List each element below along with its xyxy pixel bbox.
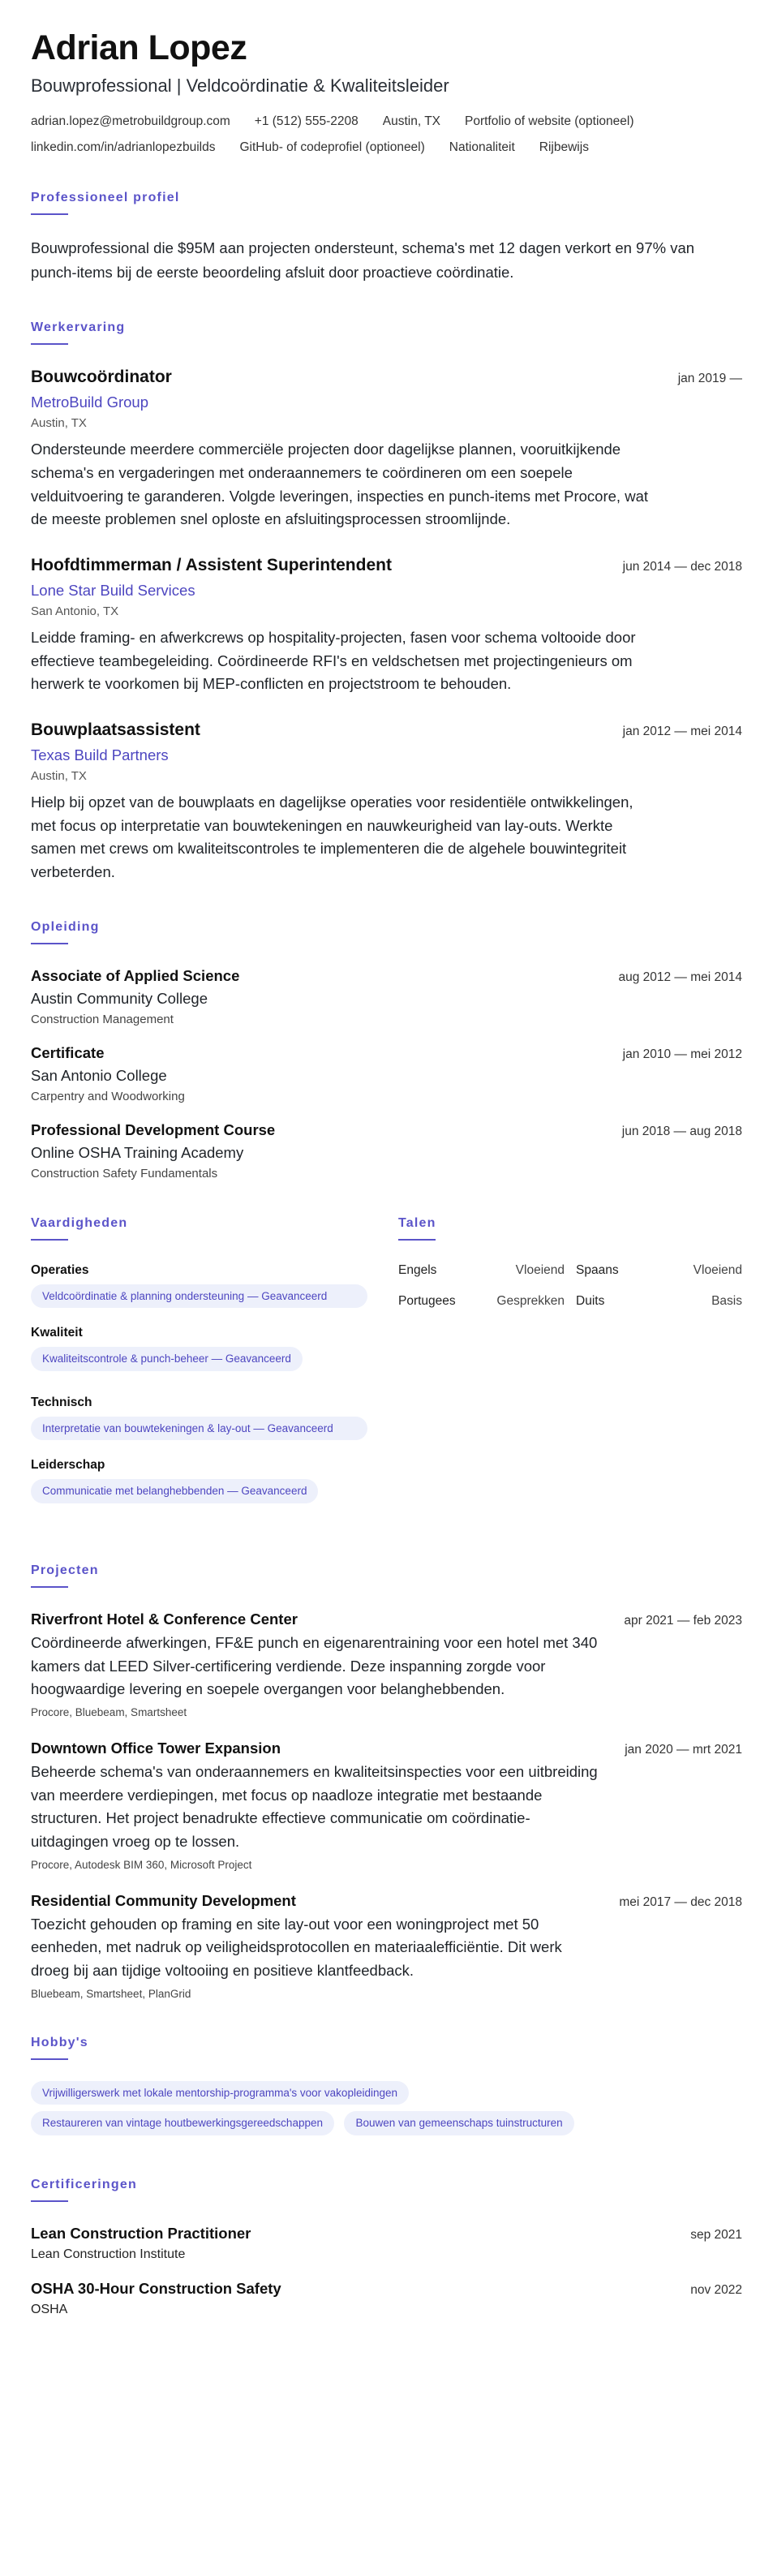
- section-title-education: Opleiding: [31, 919, 100, 934]
- section-hobbies: [31, 2036, 742, 2142]
- certification-name: Lean Construction Practitioner: [31, 2224, 251, 2242]
- section-title-projects: Projecten: [31, 1563, 99, 1577]
- profile-summary: Bouwprofessional die $95M aan projecten ondersteunt, schema's met 12 dagen verkort en 97% van punch-items bij de eerste beoordeling afsluit door proactieve coördinatie.: [31, 239, 695, 282]
- section-projects: [31, 1563, 742, 2000]
- contact-email[interactable]: adrian.lopez@metrobuildgroup.com: [31, 114, 230, 129]
- language-name: Portugees: [398, 1293, 456, 1308]
- skill-chip: Interpretatie van bouwtekeningen & lay-out — Geavanceerd: [31, 1417, 367, 1441]
- job-dates: jun 2014 — dec 2018: [622, 559, 742, 574]
- skills-list: [31, 1263, 367, 1510]
- job-title: Bouwplaatsassistent: [31, 720, 200, 739]
- project-dates: apr 2021 — feb 2023: [624, 1613, 742, 1628]
- language-level: Vloeiend: [693, 1262, 742, 1277]
- job-location: San Antonio, TX: [31, 604, 119, 618]
- contact-portfolio[interactable]: Portfolio of website (optioneel): [465, 114, 634, 129]
- job-title: Bouwcoördinator: [31, 368, 172, 387]
- education-entry: [31, 1044, 742, 1103]
- job-dates: jan 2019 —: [677, 372, 742, 386]
- hobby-chip: Bouwen van gemeenschaps tuinstructuren: [344, 2111, 573, 2135]
- certification-date: nov 2022: [690, 2282, 742, 2297]
- section-divider: [31, 943, 68, 944]
- job-company: MetroBuild Group: [31, 393, 148, 411]
- project-description: Toezicht gehouden op framing en site lay-out voor een woningproject met 50 eenheden, met nadruk op veiligheidsprotocollen en materiaalefficiëntie. Dit werk droeg bij aan tijdige voltooiing en positieve klantfeedback.: [31, 1915, 562, 1979]
- section-skills: [31, 1216, 367, 1528]
- experience-list: [31, 368, 742, 884]
- education-dates: jun 2018 — aug 2018: [621, 1124, 742, 1138]
- section-title-skills: Vaardigheden: [31, 1215, 128, 1230]
- section-title-experience: Werkervaring: [31, 320, 126, 335]
- skill-group-name: Operaties: [31, 1262, 89, 1277]
- section-divider: [31, 2058, 68, 2060]
- education-field: Carpentry and Woodworking: [31, 1089, 185, 1103]
- job-company: Lone Star Build Services: [31, 581, 195, 599]
- language-name: Engels: [398, 1262, 437, 1277]
- education-degree: Associate of Applied Science: [31, 966, 240, 984]
- projects-list: [31, 1611, 742, 2000]
- skill-group: [31, 1263, 367, 1309]
- language-level: Vloeiend: [515, 1262, 565, 1277]
- hobbies-list: [31, 2081, 742, 2142]
- education-dates: jan 2010 — mei 2012: [622, 1047, 742, 1061]
- job-location: Austin, TX: [31, 416, 87, 431]
- project-entry: [31, 1611, 742, 1718]
- project-description: Coördineerde afwerkingen, FF&E punch en eigenarentraining voor een hotel met 340 kamers dat LEED Silver-certificering verdiende. Deze inspanning zorgde voor hoogwaardige levering en soepele overgangen voor belanghebbenden.: [31, 1633, 598, 1698]
- certification-entry: [31, 2225, 742, 2262]
- skill-chip: Veldcoördinatie & planning ondersteuning — Geavanceerd: [31, 1284, 367, 1309]
- section-divider: [31, 2200, 68, 2202]
- section-education: [31, 920, 742, 1180]
- job-location: Austin, TX: [31, 768, 87, 783]
- language-item: [576, 1294, 742, 1309]
- project-description: Beheerde schema's van onderaannemers en kwaliteitsinspecties voor een uitbreiding van meerdere verdiepingen, met focus op naadloze integratie met bestaande structuren. Het project benadrukte effectieve communicatie om coördinatie-uitdagingen vroeg op te lossen.: [31, 1762, 598, 1850]
- section-profile: [31, 191, 742, 285]
- contact-location: Austin, TX: [382, 114, 440, 129]
- project-name: Downtown Office Tower Expansion: [31, 1739, 281, 1757]
- project-tools: Procore, Bluebeam, Smartsheet: [31, 1705, 187, 1718]
- section-divider: [31, 1239, 68, 1241]
- project-entry: [31, 1740, 742, 1871]
- job-entry: [31, 368, 742, 531]
- job-description: Leidde framing- en afwerkcrews op hospitality-projecten, fasen voor schema voltooide door effectieve teambegeleiding. Coördineerde RFI's en veldschetsen met projectingenieurs om herwerk te voorkomen bij MEP-conflicten en projectstroom te behouden.: [31, 628, 636, 693]
- education-degree: Certificate: [31, 1043, 105, 1061]
- language-item: [398, 1263, 565, 1278]
- project-name: Riverfront Hotel & Conference Center: [31, 1610, 298, 1628]
- job-company: Texas Build Partners: [31, 746, 169, 763]
- project-tools: Procore, Autodesk BIM 360, Microsoft Project: [31, 1858, 252, 1871]
- contact-list: [31, 114, 742, 155]
- contact-drivers-license: Rijbewijs: [539, 140, 589, 155]
- section-title-certifications: Certificeringen: [31, 2177, 137, 2191]
- section-title-languages: Talen: [398, 1215, 436, 1230]
- project-tools: Bluebeam, Smartsheet, PlanGrid: [31, 1987, 191, 2000]
- contact-phone[interactable]: +1 (512) 555-2208: [254, 114, 359, 129]
- education-entry: [31, 1121, 742, 1180]
- certification-name: OSHA 30-Hour Construction Safety: [31, 2279, 281, 2297]
- candidate-headline: Bouwprofessional | Veldcoördinatie & Kwaliteitsleider: [31, 75, 449, 97]
- skill-chip: Communicatie met belanghebbenden — Geavanceerd: [31, 1479, 318, 1503]
- project-name: Residential Community Development: [31, 1891, 296, 1909]
- education-field: Construction Management: [31, 1012, 174, 1026]
- job-title: Hoofdtimmerman / Assistent Superintendent: [31, 555, 392, 574]
- skill-group: [31, 1458, 367, 1510]
- language-level: Basis: [711, 1293, 742, 1308]
- education-degree: Professional Development Course: [31, 1120, 276, 1138]
- project-entry: [31, 1892, 742, 2000]
- skill-group-name: Kwaliteit: [31, 1326, 83, 1340]
- project-dates: mei 2017 — dec 2018: [619, 1894, 742, 1909]
- language-name: Spaans: [576, 1262, 619, 1277]
- candidate-name: Adrian Lopez: [31, 28, 247, 67]
- section-experience: [31, 320, 742, 884]
- certifications-list: [31, 2225, 742, 2317]
- languages-grid: [398, 1263, 742, 1309]
- skill-chip: Kwaliteitscontrole & punch-beheer — Geavanceerd: [31, 1347, 303, 1371]
- job-description: Ondersteunde meerdere commerciële projecten door dagelijkse plannen, vooruitkijkende schema's en vergaderingen met onderaannemers te coördineren om een soepele velduitvoering te garanderen. Volgde leveringen, inspecties en punch-items met Procore, wat de meeste problemen snel oploste en afsluitingsprocessen stroomlijnde.: [31, 441, 648, 528]
- hobby-chip: Vrijwilligerswerk met lokale mentorship-programma's voor vakopleidingen: [31, 2081, 409, 2105]
- language-level: Gesprekken: [496, 1293, 565, 1308]
- skill-group-name: Technisch: [31, 1395, 92, 1409]
- language-item: [398, 1294, 565, 1309]
- job-entry: [31, 556, 742, 696]
- education-school: Austin Community College: [31, 989, 208, 1007]
- section-title-hobbies: Hobby's: [31, 2035, 88, 2049]
- section-divider: [31, 343, 68, 345]
- job-description: Hielp bij opzet van de bouwplaats en dagelijkse operaties voor residentiële ontwikkelingen, met focus op interpretatie van bouwtekeningen en nauwkeurigheid van lay-outs. Werkte samen met crews om kwaliteitscontroles te implementeren die de algehele bouwintegriteit verbeterden.: [31, 793, 633, 880]
- contact-linkedin[interactable]: linkedin.com/in/adrianlopezbuilds: [31, 140, 216, 155]
- skill-group: [31, 1326, 367, 1378]
- section-languages: [398, 1216, 742, 1528]
- project-dates: jan 2020 — mrt 2021: [625, 1742, 742, 1757]
- education-entry: [31, 967, 742, 1026]
- section-divider: [31, 1586, 68, 1588]
- skills-languages-row: [31, 1216, 742, 1528]
- education-dates: aug 2012 — mei 2014: [618, 970, 742, 984]
- certification-entry: [31, 2280, 742, 2317]
- education-school: Online OSHA Training Academy: [31, 1143, 244, 1161]
- job-entry: [31, 720, 742, 884]
- education-school: San Antonio College: [31, 1066, 167, 1084]
- contact-github[interactable]: GitHub- of codeprofiel (optioneel): [239, 140, 425, 155]
- contact-nationality: Nationaliteit: [449, 140, 515, 155]
- section-divider: [398, 1239, 436, 1241]
- section-title-profile: Professioneel profiel: [31, 191, 180, 205]
- certification-issuer: OSHA: [31, 2302, 68, 2316]
- skill-group-name: Leiderschap: [31, 1458, 105, 1473]
- hobby-chip: Restaureren van vintage houtbewerkingsgereedschappen: [31, 2111, 334, 2135]
- education-field: Construction Safety Fundamentals: [31, 1166, 218, 1180]
- language-item: [576, 1263, 742, 1278]
- section-certifications: [31, 2178, 742, 2317]
- certification-date: sep 2021: [690, 2227, 742, 2242]
- language-name: Duits: [576, 1293, 605, 1308]
- resume-header: [31, 29, 742, 155]
- education-list: [31, 967, 742, 1180]
- job-dates: jan 2012 — mei 2014: [622, 724, 742, 738]
- section-divider: [31, 213, 68, 215]
- certification-issuer: Lean Construction Institute: [31, 2247, 186, 2261]
- skill-group: [31, 1396, 367, 1441]
